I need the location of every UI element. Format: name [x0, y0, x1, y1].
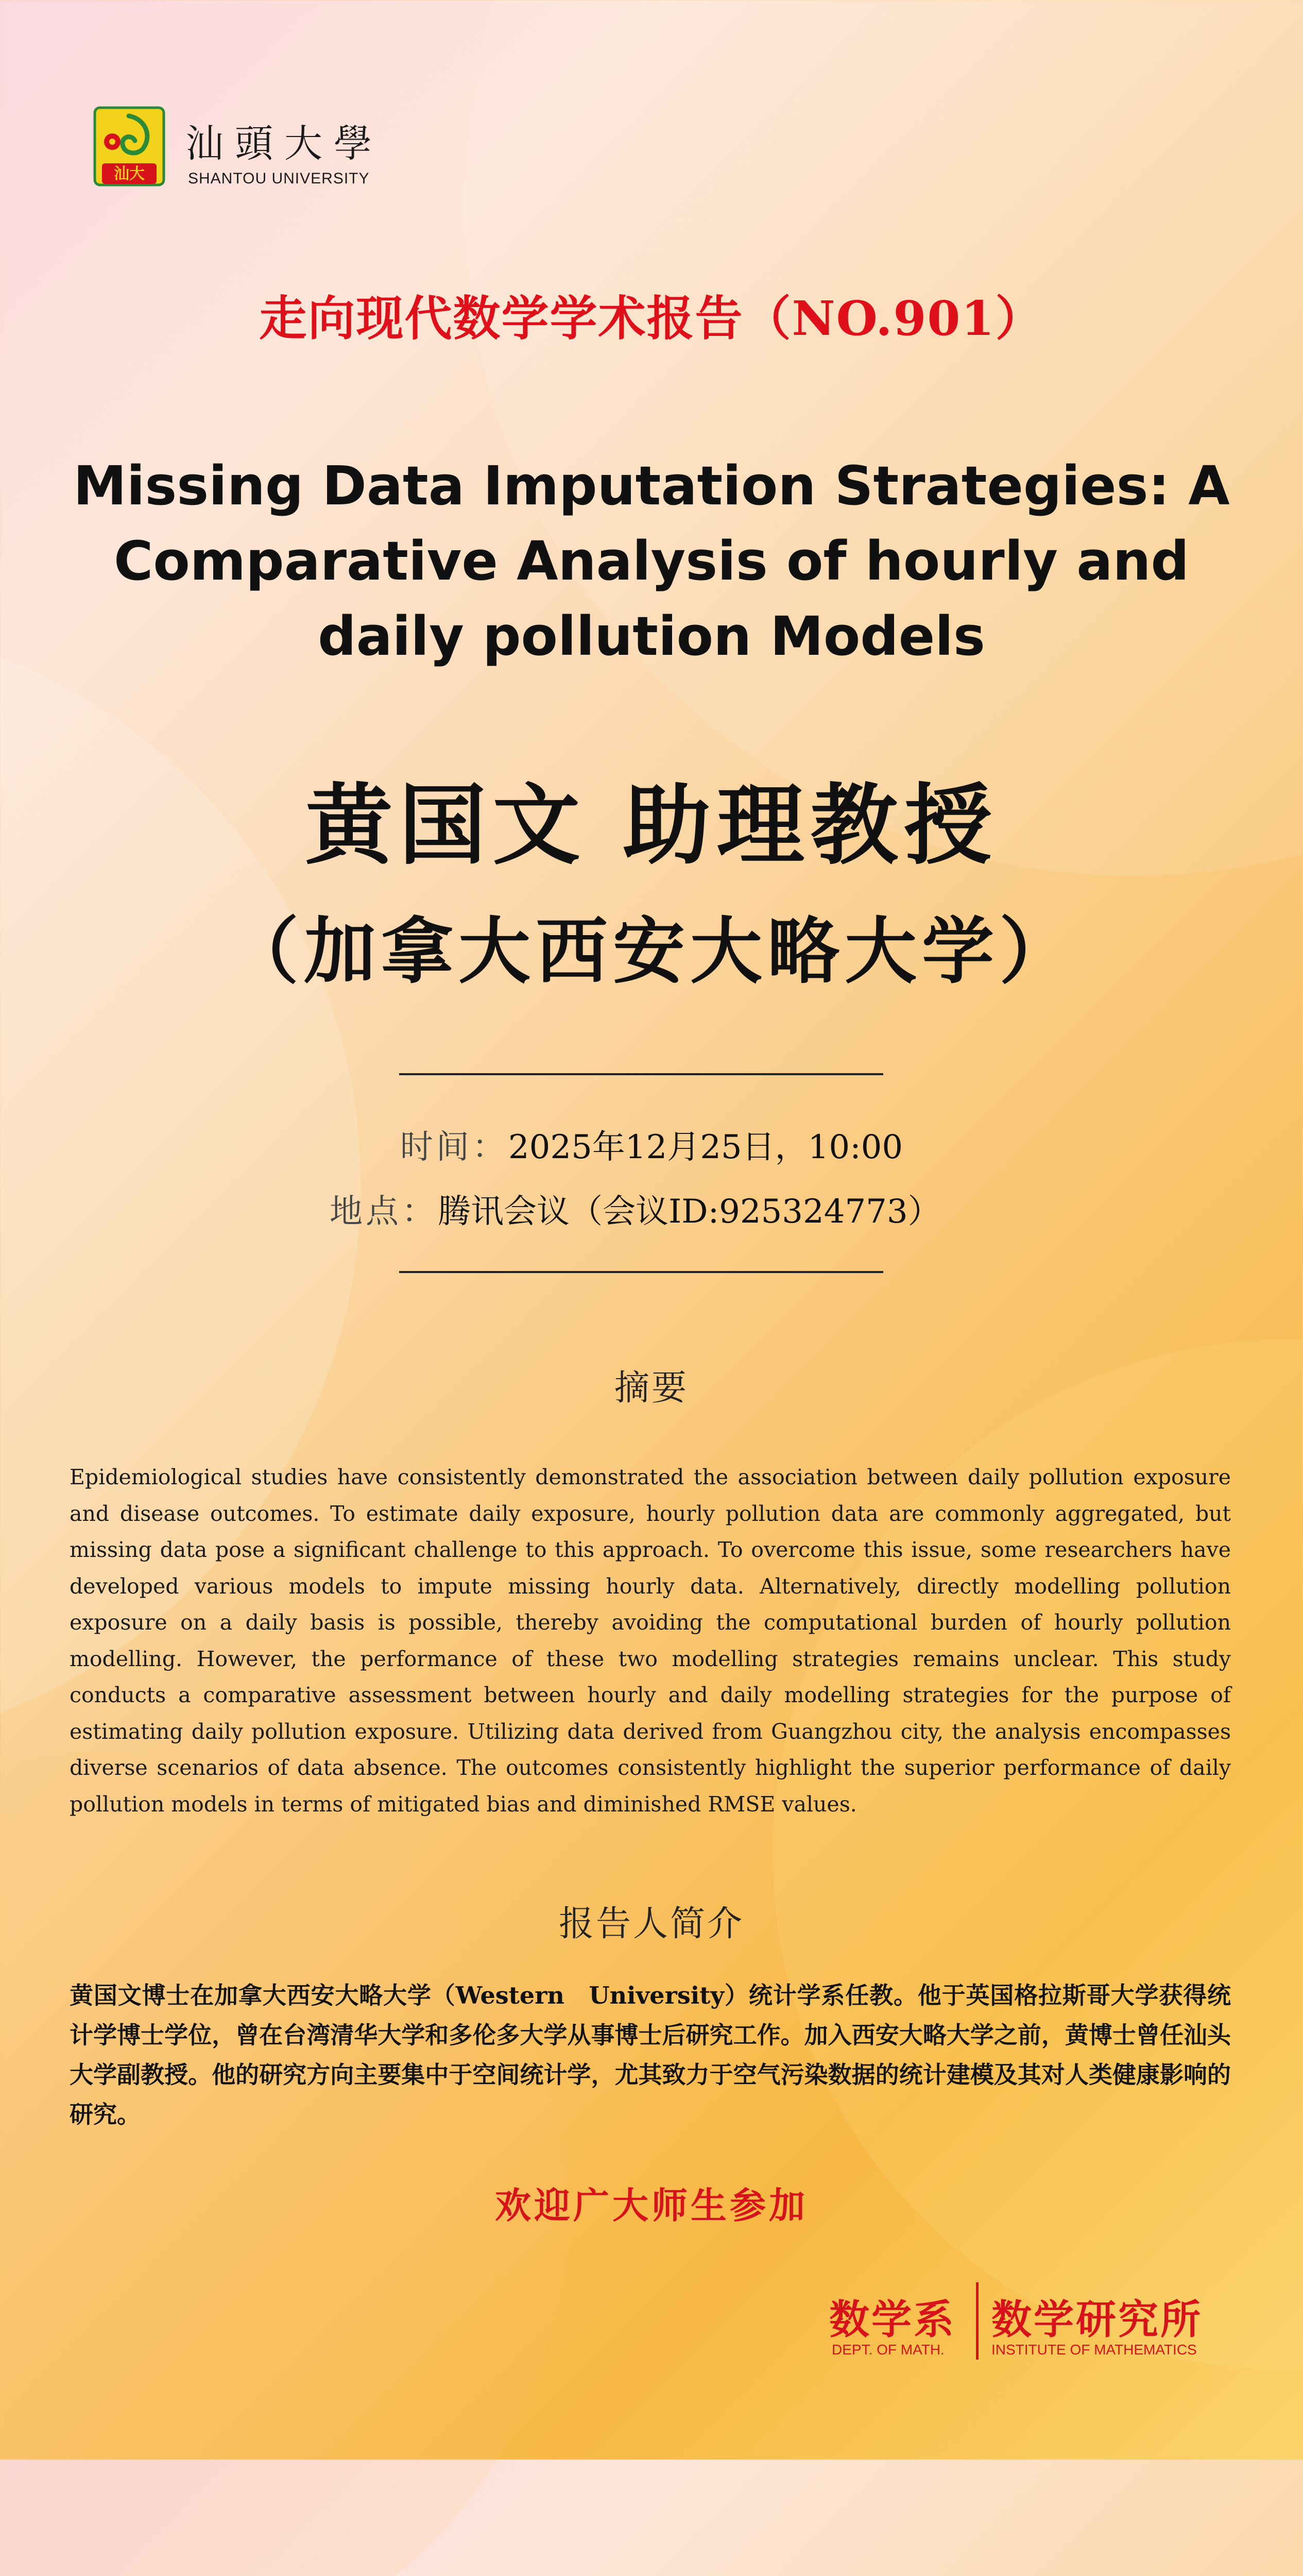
shantou-university-emblem-icon: [93, 106, 166, 196]
place-label: 地点：: [330, 1193, 438, 1231]
speaker-affiliation: （加拿大西安大略大学）: [226, 909, 1076, 994]
background-swirl: [464, 0, 1303, 876]
place-line: [330, 1185, 999, 1232]
talk-title: Missing Data Imputation Strategies: A Comparative Analysis of hourly and daily pollution Models: [73, 454, 1230, 668]
speaker-name: 黄国文 助理教授: [305, 774, 998, 877]
dept-math-en: DEPT. OF MATH.: [832, 2342, 945, 2358]
institute-math-cn: 数学研究所: [991, 2296, 1203, 2343]
divider-bottom: [399, 1271, 883, 1273]
bio-heading: 报告人简介: [558, 1904, 744, 1944]
time-value: 2025年12月25日，10:00: [508, 1128, 903, 1166]
background-swirl: [0, 1752, 567, 2576]
institute-math-en: INSTITUTE OF MATHEMATICS: [991, 2342, 1197, 2358]
svg-text:汕大: 汕大: [114, 165, 145, 183]
university-name-cn: 汕頭大學: [185, 122, 383, 166]
time-label: 时间：: [400, 1128, 508, 1166]
footer-divider: [976, 2282, 979, 2360]
place-value: 腾讯会议（会议ID:925324773）: [438, 1193, 941, 1231]
bio-text: 黄国文博士在加拿大西安大略大学（Western University）统计学系任教。他于英国格拉斯哥大学获得统计学博士学位，曾在台湾清华大学和多伦多大学从事博士后研究工作。加入西安大略大学之前，黄博士曾任汕头大学副教授。他的研究方向主要集中于空间统计学，尤其致力于空气污染数据的统计建模及其对人类健康影响的研究。: [70, 1981, 1231, 2128]
divider-top: [399, 1073, 883, 1075]
abstract-text: Epidemiological studies have consistently demonstrated the association between daily pollution exposure and disease outcomes. To estimate daily exposure, hourly pollution data are commonly aggregated, but missing data pose a significant challenge to this approach. To overcome this issue, some researchers have developed various models to impute missing hourly data. Alternatively, directly modelling pollution exposure on a daily basis is possible, thereby avoiding the computational burden of hourly pollution modelling. However, the performance of these two modelling strategies remains unclear. This study conducts a comparative assessment between hourly and daily modelling strategies for the purpose of estimating daily pollution exposure. Utilizing data derived from Guangzhou city, the analysis encompasses diverse scenarios of data absence. The outcomes consistently highlight the superior performance of daily pollution models in terms of mitigated bias and diminished RMSE values.: [70, 1465, 1231, 1817]
dept-math-cn: 数学系: [829, 2296, 956, 2343]
university-name-en: SHANTOU UNIVERSITY: [188, 170, 370, 187]
series-title: 走向现代数学学术报告（NO.901）: [259, 291, 1044, 346]
time-line: [0, 1121, 1303, 1168]
abstract-heading: 摘要: [614, 1368, 689, 1409]
welcome-text: 欢迎广大师生参加: [495, 2184, 808, 2227]
